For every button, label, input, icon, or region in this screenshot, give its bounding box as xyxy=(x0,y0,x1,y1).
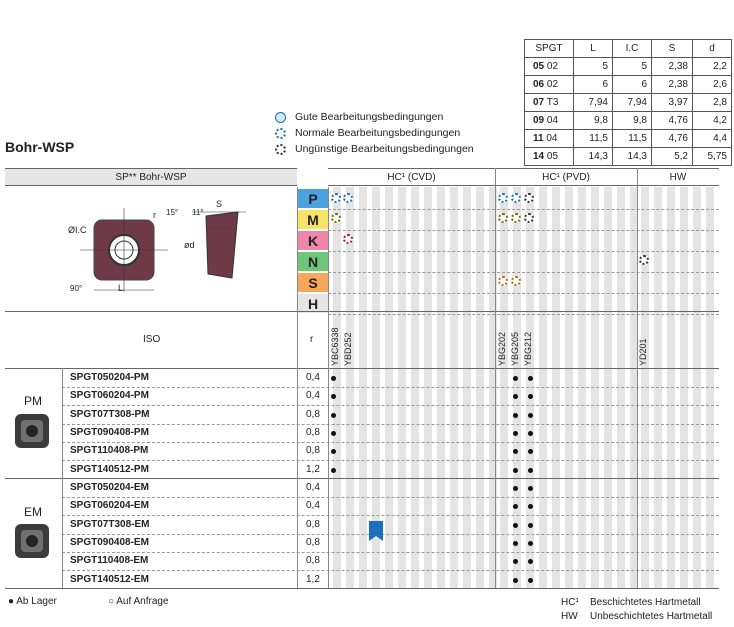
row-divider xyxy=(62,515,719,516)
normal-condition-icon xyxy=(511,213,521,223)
dims-code-cell xyxy=(525,76,574,94)
good-condition-icon xyxy=(275,112,286,123)
bad-condition-icon xyxy=(639,255,649,265)
material-row-divider xyxy=(328,314,719,315)
product-code: SPGT140512-EM xyxy=(70,573,149,585)
legend-good xyxy=(275,111,443,123)
stock-dot-icon xyxy=(513,431,518,436)
dims-value-cell: 6 xyxy=(613,76,652,94)
dims-row xyxy=(525,58,732,76)
dims-header-cell: S xyxy=(652,40,693,58)
radius-value: 0,8 xyxy=(306,555,320,567)
normal-condition-icon xyxy=(498,193,508,203)
dims-value-cell: 2,38 xyxy=(652,76,693,94)
dims-header-cell: L xyxy=(574,40,613,58)
s-label: S xyxy=(216,199,223,209)
section-divider xyxy=(5,588,719,589)
dims-size: 07 xyxy=(533,97,545,108)
material-s: S xyxy=(298,273,328,292)
row-divider xyxy=(62,387,719,388)
grade-column-stripe xyxy=(706,187,714,589)
legend-good-label: Gute Bearbeitungsbedingungen xyxy=(295,111,444,123)
stock-dot-icon xyxy=(331,376,336,381)
row-divider xyxy=(62,424,719,425)
dims-suffix: T3 xyxy=(546,97,559,108)
grade-label: YBG202 xyxy=(497,331,507,366)
radius-value: 1,2 xyxy=(306,573,320,585)
dims-code-cell xyxy=(525,112,574,130)
product-code: SPGT110408-PM xyxy=(70,445,149,457)
material-row-divider xyxy=(328,293,719,294)
section-divider xyxy=(5,311,719,312)
dims-header-cell: SPGT xyxy=(525,40,574,58)
dims-value-cell: 9,8 xyxy=(574,112,613,130)
d-label: ød xyxy=(184,240,195,250)
dims-size: 09 xyxy=(533,115,545,126)
l-label: L xyxy=(118,283,124,293)
stock-dot-icon xyxy=(528,486,533,491)
material-m: M xyxy=(298,210,328,229)
pvd-header: HC¹ (PVD) xyxy=(495,168,637,186)
product-code: SPGT110408-EM xyxy=(70,555,149,567)
stock-dot-icon xyxy=(528,431,533,436)
radius-value: 0,4 xyxy=(306,372,320,383)
grade-column-stripe xyxy=(333,187,341,589)
dims-value-cell: 6 xyxy=(574,76,613,94)
grade-label: YBC6338 xyxy=(330,327,340,366)
material-row-divider xyxy=(328,251,719,252)
product-code: SPGT060204-PM xyxy=(70,390,149,402)
stock-dot-icon xyxy=(513,523,518,528)
grade-column-stripe xyxy=(565,187,573,589)
bad-condition-icon xyxy=(343,234,353,244)
stock-dot-icon xyxy=(528,541,533,546)
normal-condition-icon xyxy=(343,193,353,203)
stock-dot-icon xyxy=(331,468,336,473)
product-code: SPGT07T308-EM xyxy=(70,518,150,530)
radius-value: 0,4 xyxy=(306,390,320,402)
dims-value-cell: 7,94 xyxy=(574,94,613,112)
material-row-divider xyxy=(328,272,719,273)
dims-size: 14 xyxy=(533,151,545,162)
radius-value: 0,8 xyxy=(306,445,320,457)
radius-value: 0,4 xyxy=(306,500,320,512)
grade-column-stripe xyxy=(693,187,701,589)
dims-code-cell xyxy=(525,130,574,148)
dims-suffix: 04 xyxy=(546,133,558,144)
dims-value-cell: 11,5 xyxy=(574,130,613,148)
grade-column-stripe xyxy=(500,187,508,589)
em-insert-icon xyxy=(13,522,51,560)
dims-header-cell: d xyxy=(693,40,732,58)
normal-condition-icon xyxy=(498,213,508,223)
stock-dot-icon xyxy=(528,468,533,473)
dims-size: 05 xyxy=(533,61,545,72)
grade-label: YD201 xyxy=(638,338,648,366)
dims-value-cell: 2,6 xyxy=(693,76,732,94)
stock-dot-icon xyxy=(528,376,533,381)
angle-15-label: 15° xyxy=(166,208,179,217)
grade-column-stripe xyxy=(591,187,599,589)
normal-condition-icon xyxy=(275,128,286,139)
stock-dot-icon xyxy=(528,523,533,528)
radius-value: 0,8 xyxy=(306,408,320,420)
dims-value-cell: 14,3 xyxy=(613,148,652,166)
normal-condition-icon xyxy=(511,276,521,286)
stock-dot-icon xyxy=(513,578,518,583)
hc-text: Beschichtetes Hartmetall xyxy=(590,597,701,608)
product-code: SPGT07T308-PM xyxy=(70,408,150,420)
grade-column-stripe xyxy=(513,187,521,589)
iso-label: ISO xyxy=(143,334,161,345)
material-p: P xyxy=(298,189,328,208)
column-divider xyxy=(62,368,63,588)
section-divider xyxy=(5,368,719,369)
row-divider xyxy=(62,534,719,535)
legend-normal xyxy=(275,127,460,139)
cvd-header: HC¹ (CVD) xyxy=(328,168,495,186)
grade-column-stripe xyxy=(680,187,688,589)
grade-column-stripe xyxy=(437,187,445,589)
grade-column-stripe xyxy=(667,187,675,589)
row-divider xyxy=(62,442,719,443)
radius-value: 0,8 xyxy=(306,518,320,530)
grade-column-stripe xyxy=(604,187,612,589)
row-divider xyxy=(62,460,719,461)
grade-column-stripe xyxy=(654,187,662,589)
stock-dot-icon xyxy=(513,541,518,546)
dims-suffix: 02 xyxy=(546,61,559,72)
angle-90-label: 90° xyxy=(70,284,83,293)
group-label-pm: PM xyxy=(24,394,42,408)
ic-label: ØI.C xyxy=(68,225,87,235)
product-code: SPGT050204-EM xyxy=(70,482,149,493)
dims-size: 11 xyxy=(533,133,544,144)
row-divider xyxy=(62,497,719,498)
material-row-divider xyxy=(328,230,719,231)
product-code: SPGT090408-EM xyxy=(70,536,149,548)
dims-value-cell: 2,8 xyxy=(693,94,732,112)
stock-dot-icon xyxy=(513,468,518,473)
row-divider xyxy=(62,570,719,571)
grade-column-stripe xyxy=(578,187,586,589)
normal-condition-icon xyxy=(331,213,341,223)
dims-suffix: 04 xyxy=(546,115,559,126)
dims-code-cell xyxy=(525,94,574,112)
page-title: Bohr-WSP xyxy=(5,139,75,155)
grade-column-stripe xyxy=(617,187,625,589)
bookmark-icon xyxy=(369,521,383,541)
radius-value: 1,2 xyxy=(306,463,320,475)
stock-dot-icon xyxy=(528,413,533,418)
grade-column-stripe xyxy=(539,187,547,589)
dims-value-cell: 14,3 xyxy=(574,148,613,166)
dims-suffix: 05 xyxy=(546,151,559,162)
hw-abbr: HW xyxy=(561,611,578,622)
dims-row xyxy=(525,112,732,130)
legend-bad-label: Ungünstige Bearbeitungsbedingungen xyxy=(295,143,474,155)
dims-value-cell: 5 xyxy=(613,58,652,76)
column-divider xyxy=(297,187,298,588)
grade-column-stripe xyxy=(463,187,471,589)
radius-value: 0,8 xyxy=(306,536,320,548)
grade-column-stripe xyxy=(398,187,406,589)
radius-value: 0,4 xyxy=(306,482,320,493)
dims-value-cell: 4,2 xyxy=(693,112,732,130)
grade-column-stripe xyxy=(641,187,649,589)
dims-header-cell: I.C xyxy=(613,40,652,58)
group-label-em: EM xyxy=(24,505,42,519)
dims-size: 06 xyxy=(533,79,545,90)
product-code: SPGT140512-PM xyxy=(70,463,149,475)
grade-column-stripe xyxy=(346,187,354,589)
dims-value-cell: 2,38 xyxy=(652,58,693,76)
legend-bad xyxy=(275,143,474,155)
section-divider xyxy=(5,478,719,479)
column-divider xyxy=(637,168,638,588)
grade-label: YBG212 xyxy=(523,331,533,366)
dims-value-cell: 5 xyxy=(574,58,613,76)
dimensions-table xyxy=(524,39,732,166)
dims-value-cell: 9,8 xyxy=(613,112,652,130)
material-n: N xyxy=(298,252,328,271)
grade-label: YBG205 xyxy=(510,331,520,366)
row-divider xyxy=(62,405,719,406)
grade-column-stripe xyxy=(476,187,484,589)
dims-header-row xyxy=(525,40,732,58)
hw-header: HW xyxy=(637,168,719,186)
material-k: K xyxy=(298,231,328,250)
r-column-label: r xyxy=(310,334,314,345)
dims-code-cell xyxy=(525,148,574,166)
dims-value-cell: 5,75 xyxy=(693,148,732,166)
dims-value-cell: 11,5 xyxy=(613,130,652,148)
dims-value-cell: 3,97 xyxy=(652,94,693,112)
column-divider xyxy=(328,187,329,588)
grade-column-stripe xyxy=(424,187,432,589)
dims-row xyxy=(525,76,732,94)
dims-row xyxy=(525,94,732,112)
dims-value-cell: 5,2 xyxy=(652,148,693,166)
stock-dot-icon xyxy=(513,413,518,418)
bad-condition-icon xyxy=(275,144,286,155)
product-header: SP** Bohr-WSP xyxy=(5,168,297,186)
bad-condition-icon xyxy=(524,193,534,203)
stock-dot-icon xyxy=(331,413,336,418)
normal-condition-icon xyxy=(511,193,521,203)
dims-code-cell xyxy=(525,58,574,76)
dims-value-cell: 7,94 xyxy=(613,94,652,112)
dims-suffix: 02 xyxy=(546,79,559,90)
stock-dot-icon xyxy=(331,431,336,436)
material-row-divider xyxy=(328,209,719,210)
material-h: H xyxy=(298,294,328,313)
request-legend: ○ Auf Anfrage xyxy=(108,596,169,607)
legend-normal-label: Normale Bearbeitungsbedingungen xyxy=(295,127,461,139)
dims-row xyxy=(525,148,732,166)
grade-column-stripe xyxy=(385,187,393,589)
radius-value: 0,8 xyxy=(306,426,320,438)
stock-dot-icon xyxy=(513,376,518,381)
row-divider xyxy=(62,552,719,553)
dims-value-cell: 4,76 xyxy=(652,130,693,148)
normal-condition-icon xyxy=(331,193,341,203)
bad-condition-icon xyxy=(524,213,534,223)
stock-legend: ● Ab Lager xyxy=(8,596,57,607)
grade-column-stripe xyxy=(359,187,367,589)
grade-label: YBD252 xyxy=(343,332,353,366)
pm-insert-icon xyxy=(13,412,51,450)
product-code: SPGT090408-PM xyxy=(70,426,149,438)
normal-condition-icon xyxy=(498,276,508,286)
grade-column-stripe xyxy=(552,187,560,589)
stock-dot-icon xyxy=(528,578,533,583)
dims-value-cell: 2,2 xyxy=(693,58,732,76)
grade-column-stripe xyxy=(450,187,458,589)
column-divider xyxy=(495,168,496,588)
dims-row xyxy=(525,130,732,148)
product-code: SPGT060204-EM xyxy=(70,500,149,512)
grade-column-stripe xyxy=(411,187,419,589)
dims-value-cell: 4,76 xyxy=(652,112,693,130)
hc-abbr: HC¹ xyxy=(561,597,579,608)
dims-value-cell: 4,4 xyxy=(693,130,732,148)
angle-11-label: 11° xyxy=(192,208,204,217)
hw-text: Unbeschichtetes Hartmetall xyxy=(590,611,713,622)
grade-column-stripe xyxy=(526,187,534,589)
stock-dot-icon xyxy=(513,486,518,491)
r-drawing-label: r xyxy=(153,210,156,220)
product-code: SPGT050204-PM xyxy=(70,372,149,383)
